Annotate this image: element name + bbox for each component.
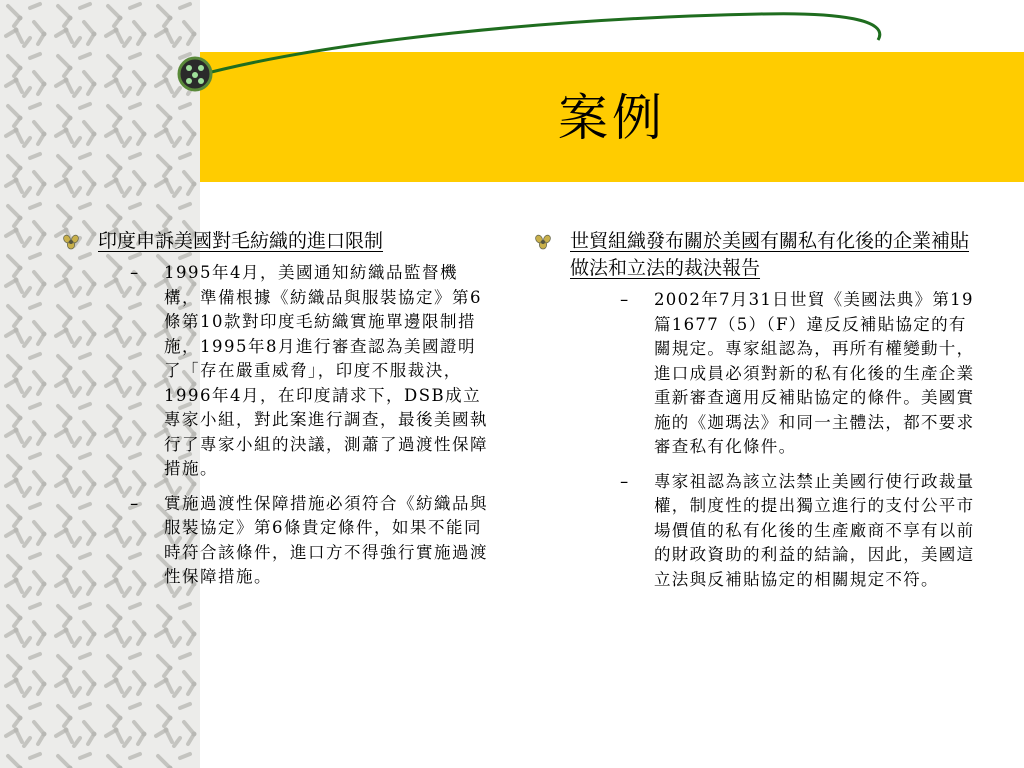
right-sub-list bbox=[570, 288, 984, 592]
slide-title: 案例 bbox=[558, 89, 666, 147]
left-sub-list bbox=[98, 261, 492, 590]
list-item-text: 1995年4月，美國通知紡織品監督機構，準備根據《紡織品與服裝協定》第6條第10款對印度毛紡織實施單邊限制措施，1995年8月進行審查認為美國證明了「存在嚴重威脅」，印度不服裁決，1996年4月，在印度請求下，DSB成立專家小組，對此案進行調查，最後美國執行了專家小組的決議，測蕭了過渡性保障措施。 bbox=[164, 263, 488, 478]
molecule-node-icon bbox=[179, 58, 211, 90]
right-heading: 世貿組織發布關於美國有關私有化後的企業補貼做法和立法的裁決報告 bbox=[570, 230, 970, 279]
right-heading-row bbox=[534, 228, 984, 592]
flower-bullet-icon bbox=[534, 233, 552, 251]
list-item bbox=[98, 261, 492, 482]
list-item bbox=[570, 470, 984, 593]
dash-bullet: – bbox=[130, 263, 140, 282]
list-item-text: 實施過渡性保障措施必須符合《紡織品與服裝協定》第6條貴定條件，如果不能同時符合該條件，進口方不得強行實施過渡性保障措施。 bbox=[164, 493, 488, 586]
left-column bbox=[62, 228, 492, 600]
dash-bullet: – bbox=[620, 471, 630, 491]
list-item bbox=[98, 492, 492, 590]
list-item-text: 2002年7月31日世貿《美國法典》第19篇1677（5）（F）違反反補貼協定的有關規定。專家組認為，再所有權變動十，進口成員必須對新的私有化後的生產企業重新審查適用反補貼協定的條件。美國實施的《迦瑪法》和同一主體法，都不要求審查私有化條件。 bbox=[654, 290, 975, 456]
dash-bullet: – bbox=[130, 493, 140, 513]
dash-bullet: – bbox=[620, 290, 630, 309]
flower-bullet-icon bbox=[62, 233, 80, 251]
left-heading-row bbox=[62, 228, 492, 590]
list-item bbox=[570, 288, 984, 460]
list-item-text: 專家祖認為該立法禁止美國行使行政裁量權，制度性的提出獨立進行的支付公平市場價值的私有化後的生產廠商不享有以前的財政資助的利益的結論，因此，美國這立法與反補貼協定的相關規定不符。 bbox=[654, 471, 975, 589]
right-column bbox=[534, 228, 984, 602]
left-heading: 印度申訴美國對毛紡織的進口限制 bbox=[98, 230, 384, 252]
